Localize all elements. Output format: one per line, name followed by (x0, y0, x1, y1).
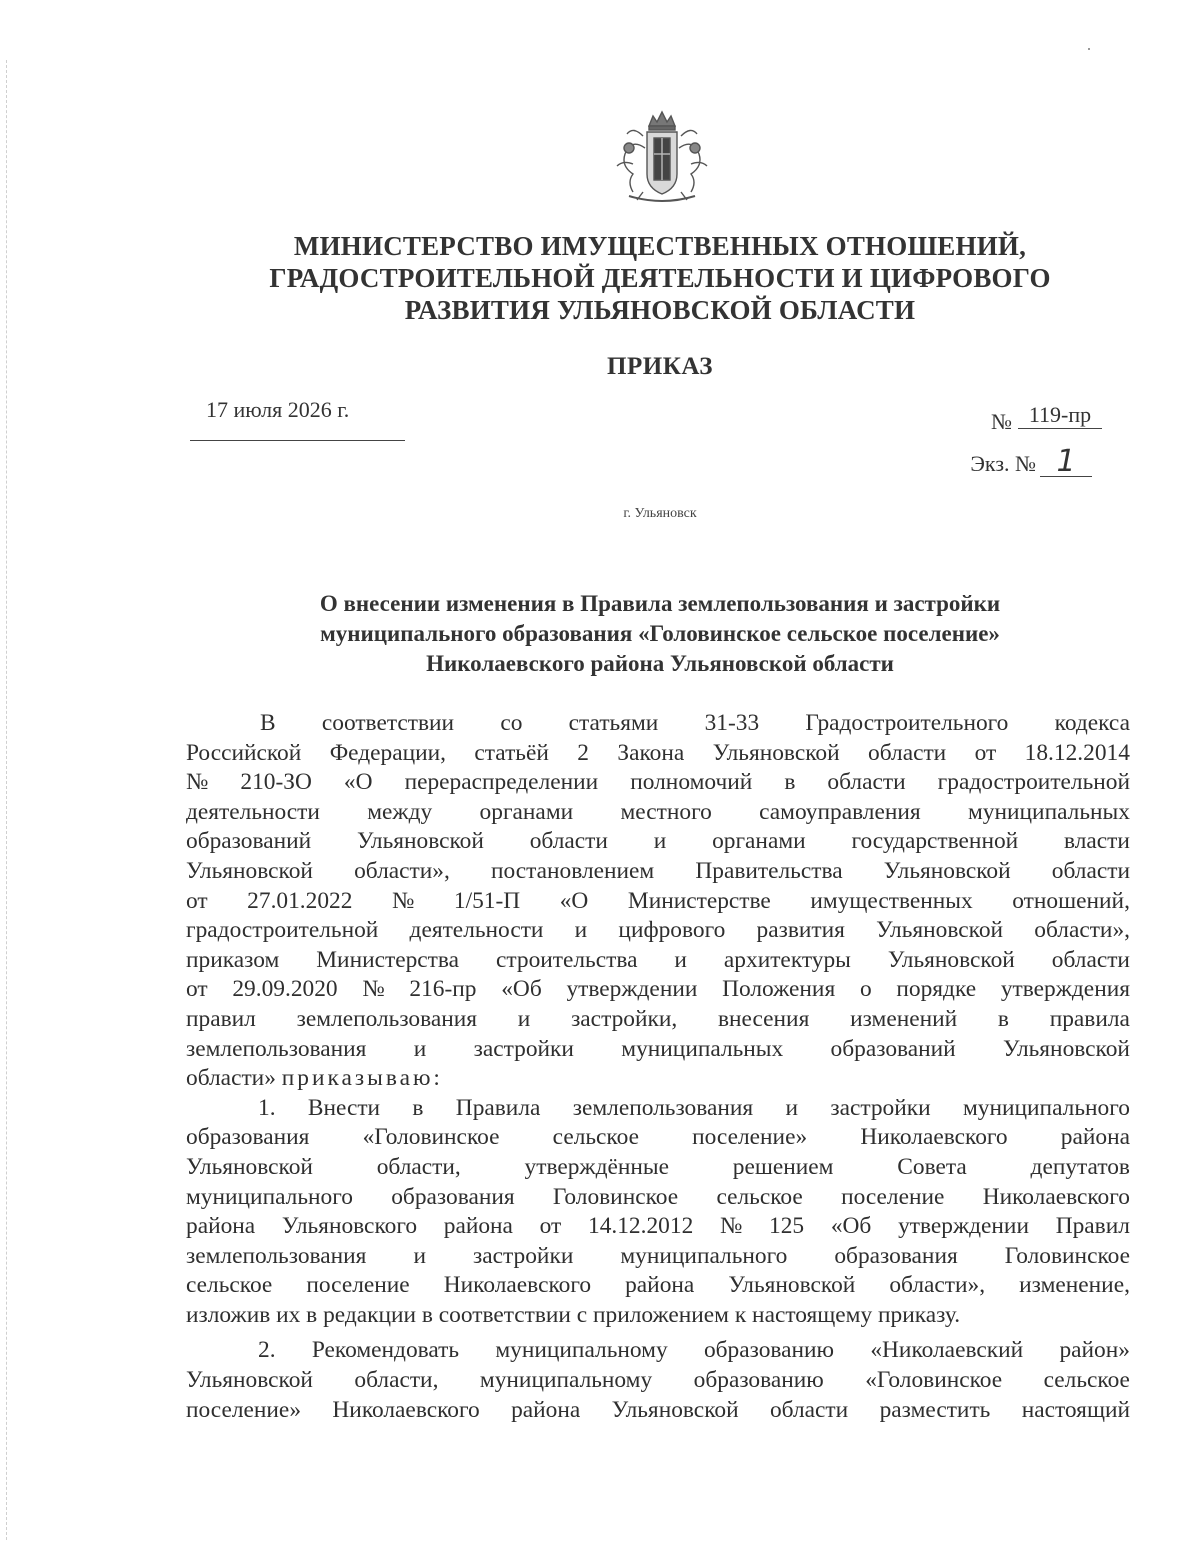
word: приказом (186, 946, 280, 973)
word: статьями (568, 710, 659, 736)
word: Правил (1055, 1213, 1130, 1240)
word: внесения (717, 1005, 810, 1032)
word: Российской (186, 739, 302, 766)
text-line (186, 768, 1130, 798)
word: и (413, 1242, 426, 1269)
word: образованию (703, 1337, 835, 1364)
word: Внести (307, 1094, 381, 1121)
word: 2. (258, 1337, 276, 1364)
text-line (186, 798, 1130, 828)
word: район» (1059, 1337, 1130, 1364)
word: Николаевского (982, 1183, 1130, 1210)
order-verb: приказываю: (281, 1065, 443, 1092)
ministry-name (160, 230, 1160, 326)
word: в (784, 769, 796, 796)
word: 1. (258, 1094, 276, 1121)
text-line (186, 1064, 1130, 1094)
word: деятельности (186, 798, 320, 825)
word: муниципальных (621, 1035, 784, 1062)
word: образований (186, 828, 312, 855)
word: Федерации, (329, 739, 447, 766)
date-underline (190, 440, 405, 441)
word: 216-пр (409, 976, 477, 1003)
word: Ульяновской (186, 857, 313, 884)
item-2-paragraph (186, 1336, 1130, 1425)
word: Министерстве (627, 887, 771, 914)
word: землепользования (572, 1094, 754, 1121)
word: и (785, 1094, 799, 1121)
word: образования (186, 1124, 310, 1151)
word: образования (391, 1183, 515, 1210)
word: Николаевского (443, 1272, 592, 1299)
copy-value-handwritten: 1 (1040, 448, 1092, 477)
document-type: ПРИКАЗ (607, 353, 713, 380)
preamble-last-text: области» (186, 1065, 276, 1092)
word: области», (354, 857, 450, 884)
word: утверждённые (524, 1153, 670, 1180)
text-line (186, 1271, 1130, 1301)
word: цифрового (618, 917, 726, 944)
word: деятельности (409, 917, 544, 944)
word: поселение» (692, 1124, 808, 1151)
ministry-name-line: РАЗВИТИЯ УЛЬЯНОВСКОЙ ОБЛАСТИ (404, 295, 916, 325)
word: государственной (851, 828, 1019, 855)
word: Рекомендовать (311, 1337, 460, 1364)
word: 27.01.2022 (247, 887, 353, 914)
word: области», (1034, 917, 1130, 944)
item-1-paragraph (186, 1094, 1130, 1301)
word: области (529, 828, 608, 855)
document-date: 17 июля 2026 г. (206, 397, 350, 422)
word: строительства (495, 946, 638, 973)
word: Правительства (695, 857, 843, 884)
text-line (186, 1005, 1130, 1035)
word: застройки, (571, 1005, 678, 1032)
word: сельское (186, 1272, 273, 1299)
word: образований (830, 1035, 956, 1062)
word: депутатов (1030, 1153, 1130, 1180)
word: застройки (473, 1035, 574, 1062)
number-value: 119-пр (1018, 402, 1102, 429)
city: г. Ульяновск (623, 506, 697, 521)
copy-number (970, 444, 1092, 479)
text-line (186, 946, 1130, 976)
word: Головинское (552, 1183, 679, 1210)
text-line (186, 1035, 1130, 1065)
word: сельское (1043, 1367, 1130, 1394)
word: от (186, 976, 208, 1003)
word: Закона (617, 739, 685, 766)
word: муниципального (962, 1094, 1130, 1121)
text-line (186, 1183, 1130, 1213)
word: порядке (896, 976, 977, 1003)
word: «Головинское (865, 1367, 1003, 1394)
word: образованию (693, 1367, 824, 1394)
word: «Об (501, 976, 542, 1003)
word: градостроительной (937, 769, 1130, 796)
text-line (186, 827, 1130, 857)
word: Ульяновской (186, 1367, 313, 1394)
word: застройки (473, 1242, 574, 1269)
preamble-paragraph (186, 709, 1130, 1064)
word: Ульяновской (728, 1272, 856, 1299)
copy-label: Экз. № (970, 451, 1036, 476)
word: поселение» (186, 1396, 302, 1423)
word: от (539, 1213, 562, 1240)
word: Ульяновской (356, 828, 484, 855)
word: правил (186, 1005, 256, 1032)
word: в (997, 1005, 1009, 1032)
word: муниципальному (495, 1337, 668, 1364)
word: «О (343, 769, 373, 796)
word: 125 (769, 1213, 805, 1240)
text-line (186, 1336, 1130, 1366)
word: Ульяновской (186, 1153, 313, 1180)
word: № (362, 976, 385, 1003)
document-body (186, 709, 1130, 1425)
text-line (186, 1123, 1130, 1153)
word: «Об (830, 1213, 872, 1240)
text-line (186, 916, 1130, 946)
word: № (392, 887, 415, 914)
ministry-name-line: МИНИСТЕРСТВО ИМУЩЕСТВЕННЫХ ОТНОШЕНИЙ, (293, 231, 1027, 261)
word: 31-33 (704, 710, 760, 736)
text-line (186, 1396, 1130, 1426)
word: поселение (841, 1183, 945, 1210)
word: градостроительной (186, 917, 379, 944)
word: области», (889, 1272, 986, 1299)
word: правила (1049, 1005, 1130, 1032)
word: Ульяновской (1003, 1035, 1130, 1062)
word: утверждении (566, 976, 698, 1003)
word: района (186, 1213, 256, 1240)
word: органами (712, 828, 806, 855)
scan-dot (1088, 48, 1090, 50)
word: и (413, 1035, 427, 1062)
word: района (511, 1396, 581, 1423)
word: в (412, 1094, 424, 1121)
word: муниципального (620, 1242, 788, 1269)
word: «Головинское (362, 1124, 500, 1151)
text-line (186, 975, 1130, 1005)
word: разместить (879, 1396, 991, 1423)
text-line (186, 1094, 1130, 1124)
word: и (674, 946, 687, 973)
word: области (769, 1396, 849, 1423)
word: области, (354, 1367, 439, 1394)
word: утверждения (1000, 976, 1130, 1003)
word: от (186, 887, 208, 914)
word: статьёй (474, 739, 549, 766)
word: власти (1064, 828, 1130, 855)
word: постановлением (490, 857, 655, 884)
word: Положения (722, 976, 836, 1003)
coat-of-arms-icon (603, 108, 721, 208)
word: со (500, 710, 523, 736)
word: и (653, 828, 667, 855)
word: землепользования (186, 1242, 367, 1269)
word: о (859, 976, 872, 1003)
word: утверждении (898, 1213, 1029, 1240)
word: области (1051, 857, 1130, 884)
word: № (186, 769, 209, 796)
word: Ульяновской (712, 739, 840, 766)
word: и (574, 917, 588, 944)
word: области, (376, 1153, 461, 1180)
word: «О (559, 887, 589, 914)
word: Ульяновской (883, 857, 1011, 884)
word: района (625, 1272, 695, 1299)
text-line (186, 1366, 1130, 1396)
word: образования (834, 1242, 958, 1269)
word: местного (620, 798, 712, 825)
word: сельское (552, 1124, 639, 1151)
word: изменение, (1019, 1272, 1130, 1299)
word: отношений, (1012, 887, 1130, 914)
word: имущественных (810, 887, 973, 914)
text-line (186, 887, 1130, 917)
word: муниципального (186, 1183, 353, 1210)
word: № (719, 1213, 743, 1240)
word: настоящий (1021, 1396, 1130, 1423)
word: решением (732, 1153, 834, 1180)
number-label: № (991, 409, 1012, 434)
word: развития (756, 917, 845, 944)
text-line (186, 739, 1130, 769)
word: перераспределении (404, 769, 599, 796)
word: сельское (716, 1183, 803, 1210)
text-line (186, 1212, 1130, 1242)
word: 18.12.2014 (1024, 739, 1130, 766)
word: области (1051, 946, 1130, 973)
word: области (827, 769, 906, 796)
word: кодекса (1054, 710, 1130, 736)
word: муниципальному (479, 1367, 653, 1394)
document-subject (160, 589, 1160, 679)
word: землепользования (296, 1005, 478, 1032)
word: 14.12.2012 (588, 1213, 694, 1240)
word: архитектуры (723, 946, 851, 973)
word: застройки (830, 1094, 931, 1121)
word: Ульяновского (281, 1213, 418, 1240)
word: Ульяновской (876, 917, 1004, 944)
word: В (260, 710, 276, 736)
word: полномочий (630, 769, 753, 796)
word: Правила (455, 1094, 541, 1121)
word: изменений (850, 1005, 958, 1032)
word: 210-ЗО (240, 769, 312, 796)
word: Совета (897, 1153, 967, 1180)
word: органами (479, 798, 574, 825)
word: района (443, 1213, 513, 1240)
subject-line: муниципального образования «Головинское сельское поселение» (320, 621, 1000, 646)
text-line (186, 1153, 1130, 1183)
text-line: изложив их в редакции в соответствии с приложением к настоящему приказу. (186, 1301, 961, 1328)
subject-line: О внесении изменения в Правила землепользования и застройки (319, 591, 1001, 616)
scan-edge-mark (6, 60, 7, 1540)
document-number (991, 402, 1102, 435)
text-line (186, 709, 1130, 739)
word: землепользования (186, 1035, 367, 1062)
word: Ульяновской (611, 1396, 739, 1423)
word: «Николаевский (870, 1337, 1024, 1364)
word: и (517, 1005, 531, 1032)
word: Головинское (1004, 1242, 1130, 1269)
word: 1/51-П (453, 887, 521, 914)
word: самоуправления (759, 798, 921, 825)
word: Николаевского (332, 1396, 480, 1423)
word: муниципальных (968, 798, 1130, 825)
word: Ульяновской (887, 946, 1015, 973)
word: поселение (306, 1272, 410, 1299)
word: соответствии (321, 710, 455, 736)
word: 29.09.2020 (232, 976, 338, 1003)
text-line (186, 857, 1130, 887)
word: от (974, 739, 997, 766)
word: района (1060, 1124, 1130, 1151)
word: 2 (577, 739, 589, 766)
subject-line: Николаевского района Ульяновской области (426, 651, 894, 676)
text-line (186, 1242, 1130, 1272)
word: между (367, 798, 433, 825)
word: области (868, 739, 947, 766)
word: Градостроительного (805, 710, 1009, 736)
ministry-name-line: ГРАДОСТРОИТЕЛЬНОЙ ДЕЯТЕЛЬНОСТИ И ЦИФРОВОГО (269, 263, 1051, 293)
word: Николаевского (860, 1124, 1008, 1151)
word: Министерства (316, 946, 460, 973)
